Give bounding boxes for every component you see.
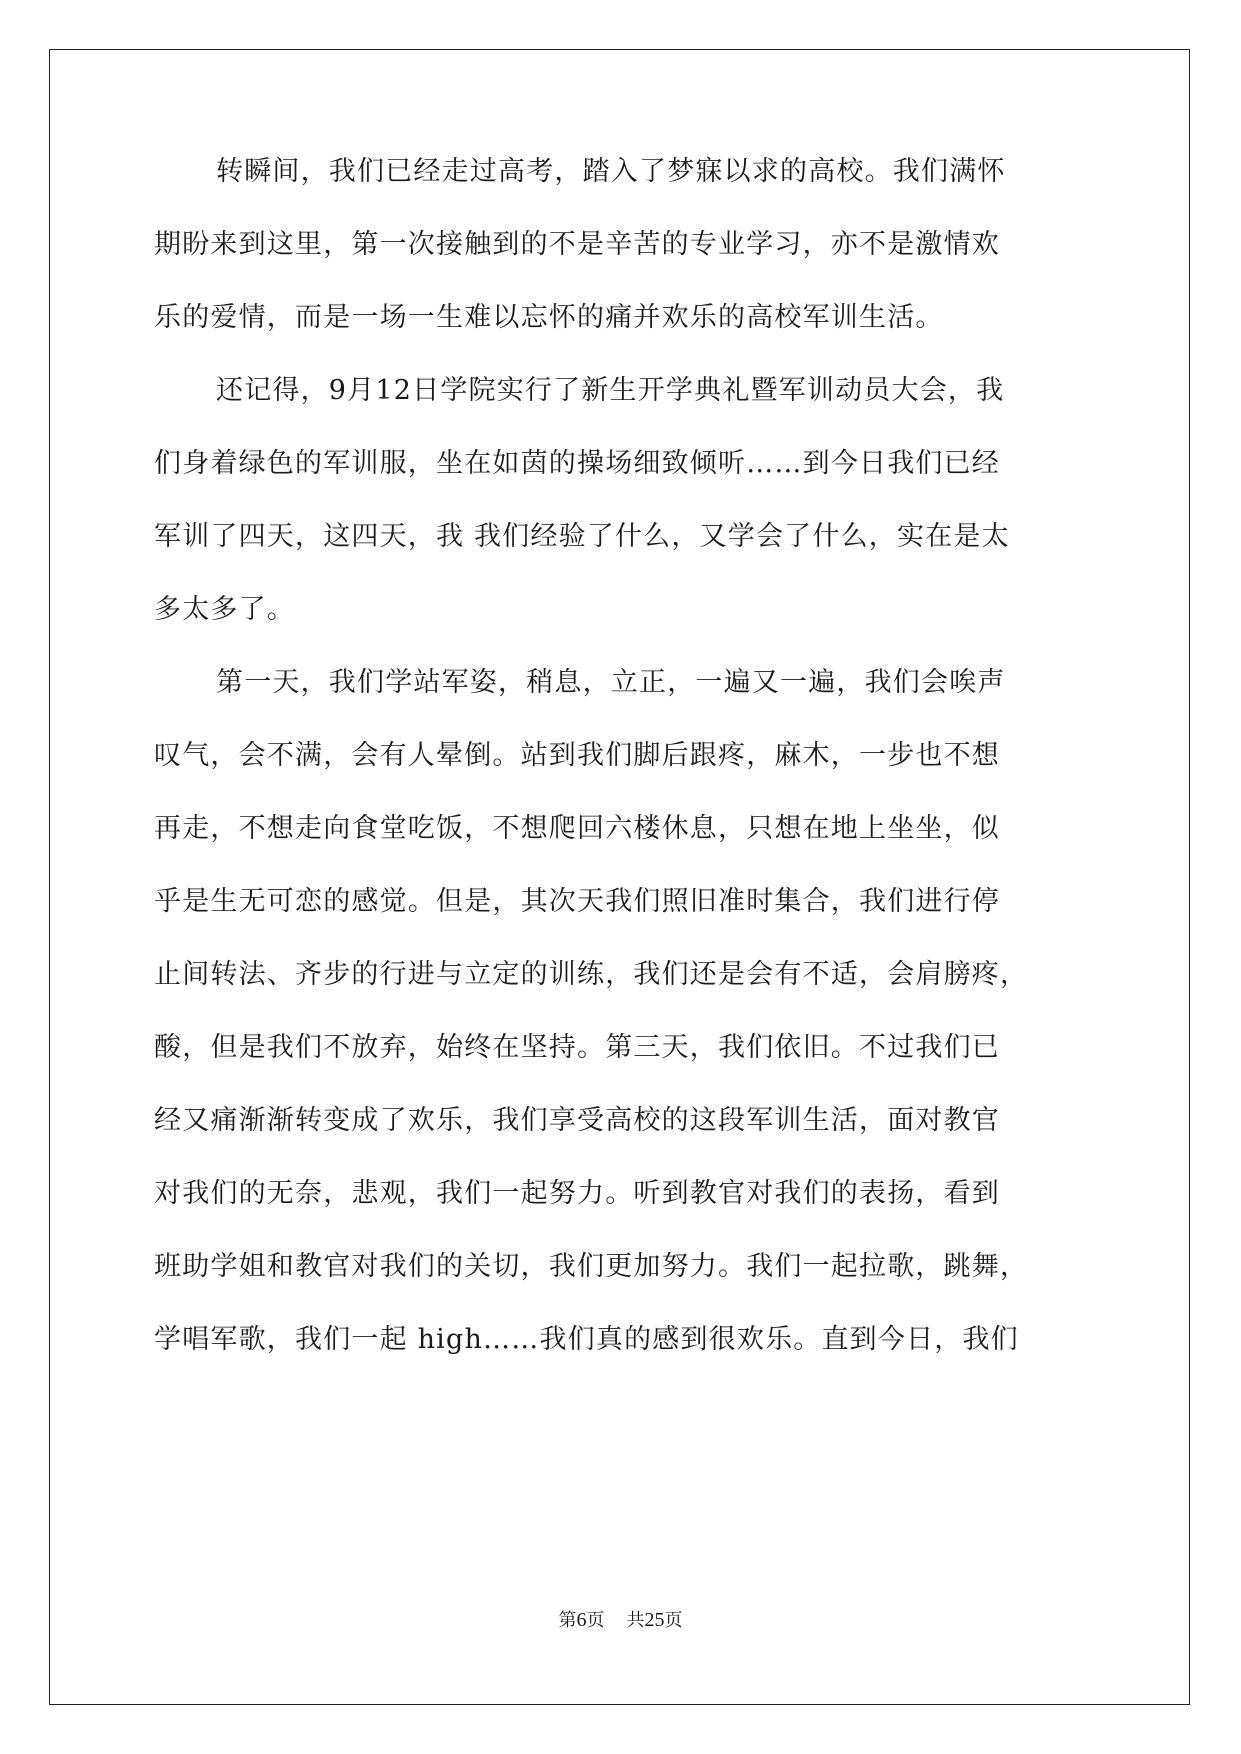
paragraph-2-line-4: 多太多了。	[154, 594, 295, 625]
paragraph-3-line-1: 第一天，我们学站军姿，稍息，立正，一遍又一遍，我们会唉声	[216, 667, 1006, 698]
paragraph-3-line-9: 班助学姐和教官对我们的关切，我们更加努力。我们一起拉歌，跳舞，	[154, 1251, 1029, 1282]
paragraph-3-line-10: 学唱军歌，我们一起 high……我们真的感到很欢乐。直到今日，我们	[154, 1324, 1019, 1355]
paragraph-1-line-2: 期盼来到这里，第一次接触到的不是辛苦的专业学习，亦不是激情欢	[154, 229, 1000, 260]
paragraph-1-line-1: 转瞬间，我们已经走过高考，踏入了梦寐以求的高校。我们满怀	[216, 156, 1006, 187]
paragraph-3-line-8: 对我们的无奈，悲观，我们一起努力。听到教官对我们的表扬，看到	[154, 1178, 1000, 1209]
paragraph-2-line-2: 们身着绿色的军训服，坐在如茵的操场细致倾听……到今日我们已经	[154, 448, 1000, 479]
footer-prefix: 第	[558, 1610, 577, 1631]
paragraph-2-line-3: 军训了四天，这四天，我 我们经验了什么，又学会了什么，实在是太	[154, 521, 1010, 552]
current-page-number: 6	[576, 1609, 587, 1631]
footer-page-word: 页	[586, 1610, 605, 1631]
page-number-footer	[0, 1608, 1241, 1633]
total-page-count: 25	[644, 1609, 665, 1631]
paragraph-3-line-4: 乎是生无可恋的感觉。但是，其次天我们照旧准时集合，我们进行停	[154, 886, 1000, 917]
paragraph-3-line-3: 再走，不想走向食堂吃饭，不想爬回六楼休息，只想在地上坐坐，似	[154, 813, 1000, 844]
paragraph-1-line-3: 乐的爱情，而是一场一生难以忘怀的痛并欢乐的高校军训生活。	[154, 302, 944, 333]
paragraph-3-line-7: 经又痛渐渐转变成了欢乐，我们享受高校的这段军训生活，面对教官	[154, 1105, 1000, 1136]
paragraph-3-line-5: 止间转法、齐步的行进与立定的训练，我们还是会有不适，会肩膀疼，	[154, 959, 1029, 990]
footer-total-suffix: 页	[664, 1610, 683, 1631]
paragraph-3-line-2: 叹气，会不满，会有人晕倒。站到我们脚后跟疼，麻木，一步也不想	[154, 740, 1000, 771]
paragraph-3-line-6: 酸，但是我们不放弃，始终在坚持。第三天，我们依旧。不过我们已	[154, 1032, 1000, 1063]
paragraph-2-line-1: 还记得，9月12日学院实行了新生开学典礼暨军训动员大会，我	[216, 375, 1005, 406]
footer-total-prefix: 共	[626, 1610, 645, 1631]
